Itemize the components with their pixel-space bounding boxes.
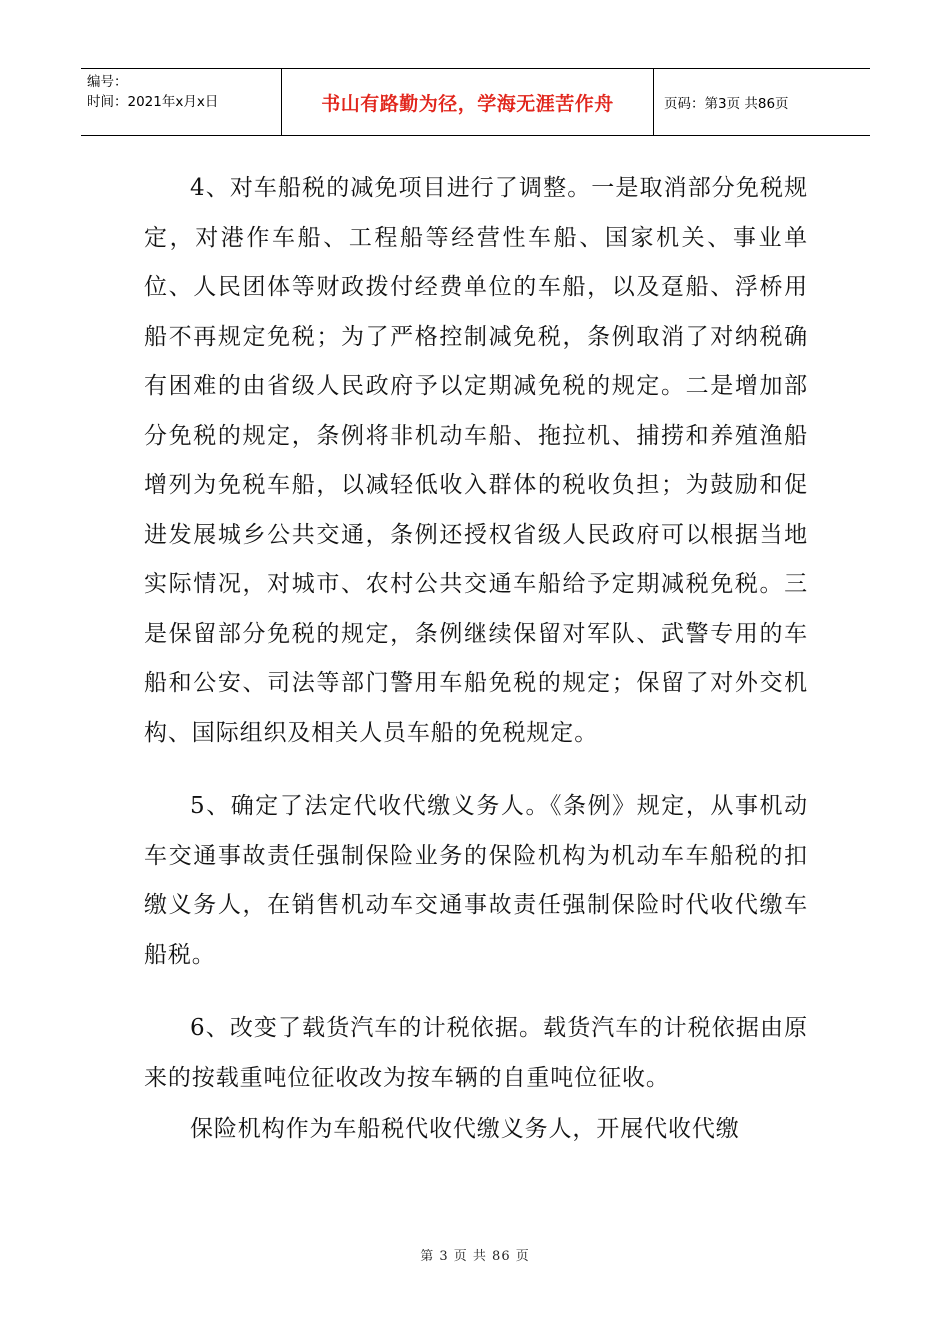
page-footer [0,1245,950,1264]
paragraph-6: 6、改变了载货汽车的计税依据。载货汽车的计税依据由原来的按载重吨位征收改为按车辆的自重吨位征收。 [144,1015,808,1091]
number-label: 编号： [87,74,128,90]
date-label: 时间：2021年x月x日 [87,94,219,110]
header-meta-cell [81,69,282,135]
header-page-cell [654,69,870,135]
paragraph-insurance: 保险机构作为车船税代收代缴义务人，开展代收代缴 [190,1116,740,1142]
header-motto-cell [282,69,654,135]
paragraph-4: 4、对车船税的减免项目进行了调整。一是取消部分免税规定，对港作车船、工程船等经营性车船、国家机关、事业单位、人民团体等财政拨付经费单位的车船，以及趸船、浮桥用船不再规定免税；为了严格控制减免税，条例取消了对纳税确有困难的由省级人民政府予以定期减免税的规定。二是增加部分免税的规定，条例将非机动车船、拖拉机、捕捞和养殖渔船增列为免税车船，以减轻低收入群体的税收负担；为鼓励和促进发展城乡公共交通，条例还授权省级人民政府可以根据当地实际情况，对城市、农村公共交通车船给予定期减税免税。三是保留部分免税的规定，条例继续保留对军队、武警专用的车船和公安、司法等部门警用车船免税的规定；保留了对外交机构、国际组织及相关人员车船的免税规定。 [144,175,808,746]
header-table [81,68,870,136]
footer-page-number: 第 3 页 共 86 页 [420,1249,530,1264]
paragraph-5: 5、确定了法定代收代缴义务人。《条例》规定，从事机动车交通事故责任强制保险业务的保险机构为机动车车船税的扣缴义务人，在销售机动车交通事故责任强制保险时代收代缴车船税。 [144,793,808,968]
motto-text: 书山有路勤为径，学海无涯苦作舟 [321,92,614,115]
page-info: 页码：第3页 共86页 [664,96,789,112]
document-body [144,164,808,1155]
